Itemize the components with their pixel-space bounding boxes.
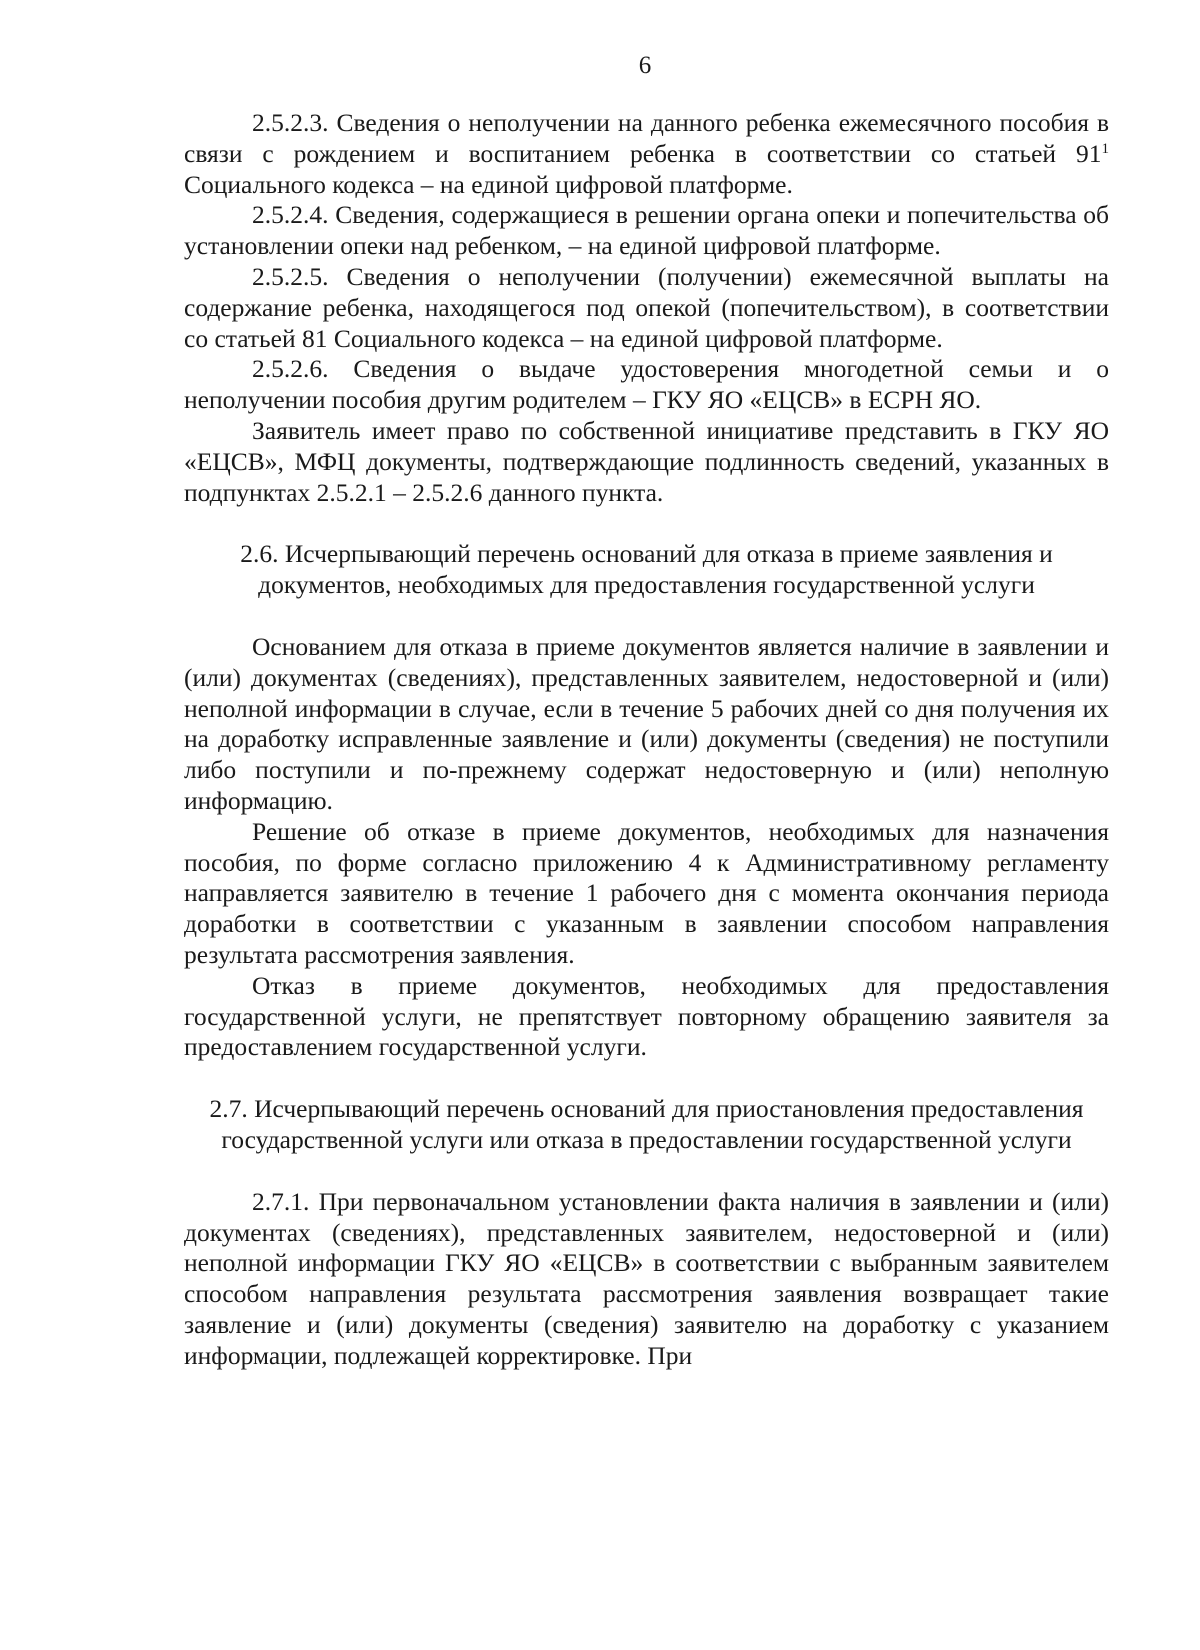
paragraph-2-7-1: 2.7.1. При первоначальном установлении факта наличия в заявлении и (или) документах (сведениях), представленных заявителем, недостоверной и (или) неполной информации ГКУ ЯО «ЕЦСВ» в соответствии с выбранным заявителем способом направления результата рассмотрения заявления возвращает такие заявление и (или) документы (сведения) заявителю на доработку с указанием информации, подлежащей корректировке. При [184, 1186, 1109, 1370]
paragraph-2-5-2-5: 2.5.2.5. Сведения о неполучении (получении) ежемесячной выплаты на содержание ребенка, находящегося под опекой (попечительством), в соответствии со статьей 81 Социального кодекса – на единой цифровой платформе. [184, 261, 1109, 353]
paragraph-applicant-right: Заявитель имеет право по собственной инициативе представить в ГКУ ЯО «ЕЦСВ», МФЦ документы, подтверждающие подлинность сведений, указанных в подпунктах 2.5.2.1 – 2.5.2.6 данного пункта. [184, 415, 1109, 507]
paragraph-text: 2.5.2.3. Сведения о неполучении на данного ребенка ежемесячного пособия в связи с рождением и воспитанием ребенка в соответствии со статьей 91 [184, 108, 1109, 168]
section-heading-2-6: 2.6. Исчерпывающий перечень оснований для отказа в приеме заявления и документов, необходимых для предоставления государственной услуги [240, 539, 1053, 600]
paragraph-refusal-decision: Решение об отказе в приеме документов, необходимых для назначения пособия, по форме согласно приложению 4 к Административному регламенту направляется заявителю в течение 1 рабочего дня с момента окончания периода доработки в соответствии с указанным в заявлении способом направления результата рассмотрения заявления. [184, 816, 1109, 969]
paragraph-text-tail: Социального кодекса – на единой цифровой платформе. [184, 169, 793, 199]
spacer [184, 508, 1109, 539]
document-body [184, 108, 1109, 1371]
paragraph-2-5-2-6: 2.5.2.6. Сведения о выдаче удостоверения многодетной семьи и о неполучении пособия другим родителем – ГКУ ЯО «ЕЦСВ» в ЕСРН ЯО. [184, 354, 1109, 415]
spacer [184, 1063, 1109, 1094]
spacer [184, 601, 1109, 632]
paragraph-refusal-grounds: Основанием для отказа в приеме документов является наличие в заявлении и (или) документах (сведениях), представленных заявителем, недостоверной и (или) неполной информации в случае, если в течение 5 рабочих дней со дня получения их на доработку исправленные заявление и (или) документы (сведения) не поступили либо поступили и по-прежнему содержат недостоверную и (или) неполную информацию. [184, 631, 1109, 815]
spacer [184, 1156, 1109, 1187]
footnote-superscript: 1 [1101, 140, 1109, 157]
paragraph-2-5-2-3 [184, 108, 1109, 200]
section-heading-2-7: 2.7. Исчерпывающий перечень оснований для приостановления предоставления государственной услуги или отказа в предоставлении государственной услуги [209, 1094, 1084, 1154]
paragraph-2-5-2-4: 2.5.2.4. Сведения, содержащиеся в решении органа опеки и попечительства об установлении опеки над ребенком, – на единой цифровой платформе. [184, 200, 1109, 261]
paragraph-refusal-no-obstacle: Отказ в приеме документов, необходимых для предоставления государственной услуги, не препятствует повторному обращению заявителя за предоставлением государственной услуги. [184, 970, 1109, 1062]
page-number: 6 [638, 52, 652, 79]
